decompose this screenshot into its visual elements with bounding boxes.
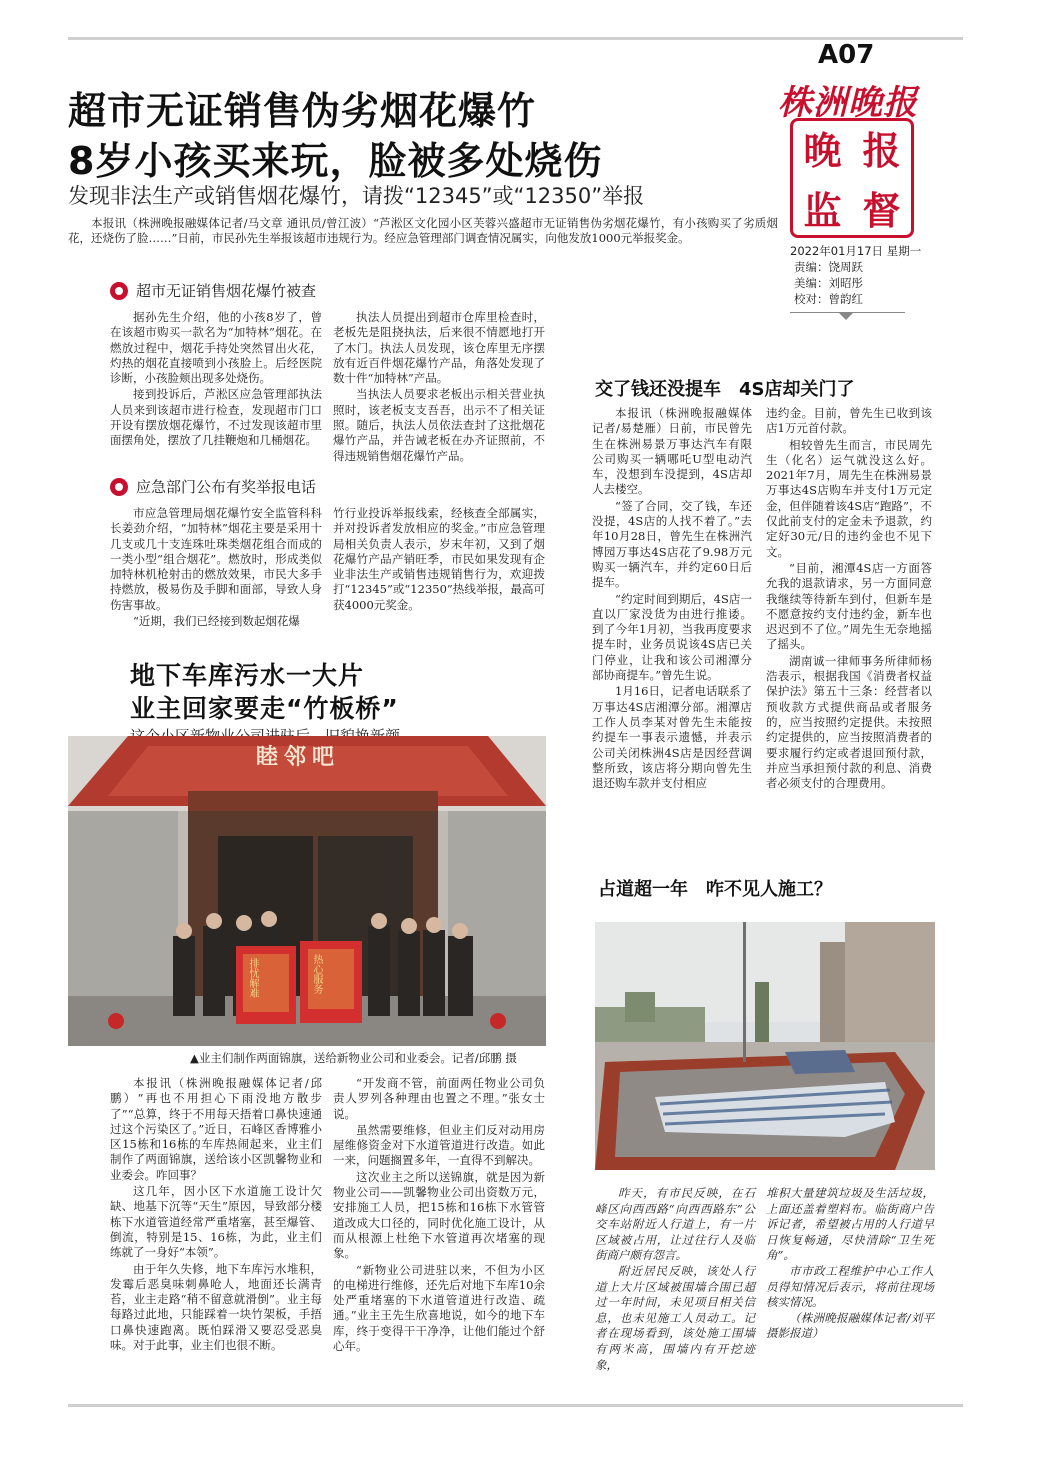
lead-section1-col1 xyxy=(110,310,322,450)
photo-illustration xyxy=(68,736,546,1046)
paragraph: 竹行业投诉举报线索，经核查全部属实，并对投诉者发放相应的奖金。”市应急管理局相关负责人表示，岁末年初，又到了烟花爆竹产品产销旺季，市民如果发现有企业非法生产或销售违规销售行为，欢迎拨打“12345”或“12350”热线举报，最高可获4000元奖金。 xyxy=(333,506,545,612)
lead-subtitle: 发现非法生产或销售烟花爆竹，请拨“12345”或“12350”举报 xyxy=(68,184,645,208)
bottom-rule xyxy=(68,1404,963,1407)
paragraph: “近期，我们已经接到数起烟花爆 xyxy=(133,614,300,629)
paragraph: 相较曾先生而言，市民周先生（化名）运气就没这么好。2021年7月，周先生在株洲易景万事达4S店购车并支付1万元定金，但伴随着该4S店“跑路”，不仅此前支付的定金未予退款，约定好30元/日的违约金也不见下文。 xyxy=(766,437,932,559)
paragraph: “开发商不管，前面两任物业公司负责人罗列各种理由也置之不理。”张女士说。 xyxy=(333,1076,545,1121)
story2-col1 xyxy=(110,1076,322,1354)
paragraph: （株洲晚报融媒体记者/刘平 摄影报道） xyxy=(766,1310,934,1341)
meta-divider-notch xyxy=(838,312,854,320)
paragraph: 本报讯（株洲晚报融媒体记者/易楚雁）日前，市民曾先生在株洲易景万事达汽车有限公司购买一辆哪吒U型电动汽车，没想到车没提到，4S店却人去楼空。 xyxy=(592,406,752,497)
paragraph: 堆积大量建筑垃圾及生活垃圾，上面还盖着塑料布。临街商户告诉记者，希望被占用的人行道早日恢复畅通，尽快清除“卫生死角”。 xyxy=(766,1186,934,1263)
paragraph: 执法人员提出到超市仓库里检查时，老板先是阻挠执法，后来很不情愿地打开了木门。执法人员发现，该仓库里无序摆放有近百件烟花爆竹产品，角落处发现了数十件“加特林”产品。 xyxy=(333,310,545,386)
paragraph: 本报讯（株洲晚报融媒体记者/邱鹏）“再也不用担心下雨没地方散步了”“总算，终于不用每天捂着口鼻快速通过这个污染区了。”近日，石峰区香博雅小区15栋和16栋的车库热闹起来，业主们制作了两面锦旗，送给该小区凯馨物业和业委会。咋回事？ xyxy=(110,1076,322,1182)
paragraph: 附近居民反映，该处人行道上大片区域被围墙合围已超过一年时间，未见项目相关信息，也未见施工人员动工。记者在现场看到，该处施工围墙有两米高，围墙内有开挖迹象， xyxy=(595,1263,755,1372)
story3-headline: 交了钱还没提车 4S店却关门了 xyxy=(595,379,855,400)
lead-section2-heading xyxy=(110,476,316,497)
section-bullet-icon xyxy=(110,282,128,300)
lead-section2-col2 xyxy=(333,506,545,614)
paragraph: 湖南诚一律师事务所律师杨浩表示，根据我国《消费者权益保护法》第五十三条：经营者以预收款方式提供商品或者服务的，应当按照约定提供。未按照约定提供的，应当按照消费者的要求履行约定或者退回预付款，并应当承担预付款的利息、消费者必须支付的合理费用。 xyxy=(766,653,932,791)
lead-section1-heading xyxy=(110,280,316,301)
story4-col2 xyxy=(766,1186,934,1342)
photo-banner-left: 排忧解难 xyxy=(247,958,258,998)
paragraph: 由于年久失修，地下车库污水堆积，发霉后恶臭味刺鼻呛人，地面还长满青苔，业主走路“稍不留意就滑倒”。业主每每路过此地，只能踩着一块竹架板，手捂口鼻快速跑离。既怕踩滑又要忍受恶臭味。对于此事，业主们也很不断。 xyxy=(110,1261,322,1353)
paragraph: “新物业公司进驻以来，不但为小区的电梯进行维修，还先后对地下车库10余处严重堵塞的下水道管道进行改造、疏通。”业主王先生欣喜地说，如今的地下车库，终于变得干干净净，让他们能过个舒心年。 xyxy=(333,1262,545,1354)
paragraph: 违约金。目前，曾先生已收到该店1万元首付款。 xyxy=(766,406,932,436)
lead-headline-line1: 超市无证销售伪劣烟花爆竹 xyxy=(68,89,537,133)
story3-col1 xyxy=(592,406,752,792)
paragraph: 昨天，有市民反映，在石峰区向西西路“向西西路东”公交车站附近人行道上，有一片区域被占用，让过往行人及临街商户颇有怨言。 xyxy=(595,1186,755,1263)
lead-section2-col1 xyxy=(110,506,322,630)
story2-headline-line2: 业主回家要走“竹板桥” xyxy=(130,694,399,723)
paragraph: 1月16日，记者电话联系了万事达4S店湘潭分部。湘潭店工作人员李某对曾先生未能按约提车一事表示遗憾，并表示公司关闭株洲4S店是因经营调整所致，该店将分期向曾先生退还购车款并支付相应 xyxy=(592,684,752,791)
paragraph: 虽然需要维修，但业主们反对动用房屋维修资金对下水道管道进行改造。如此一来，问题搁置多年，一直得不到解决。 xyxy=(333,1122,545,1168)
story2-col2 xyxy=(333,1076,545,1355)
paragraph: 这几年，因小区下水道施工设计欠缺、地基下沉等“天生”原因，导致部分楼栋下水道管道经常严重堵塞，甚至爆管、倒流，特别是15、16栋，为此，业主们练就了一身好“本领”。 xyxy=(110,1184,322,1260)
paragraph: 市市政工程维护中心工作人员得知情况后表示，将前往现场核实情况。 xyxy=(766,1263,934,1310)
credit-designer: 美编：刘昭彤 xyxy=(794,276,863,290)
roadwork-photo-illustration xyxy=(595,922,935,1170)
story2-photo xyxy=(68,736,546,1046)
paragraph: 这次业主之所以送锦旗，就是因为新物业公司——凯馨物业公司出资数万元，安排施工人员，把15栋和16栋下水管管道改成大口径的，同时优化施工设计，从而从根源上杜绝下水管道再次堵塞的现象。 xyxy=(333,1169,545,1261)
paragraph: “签了合同，交了钱，车还没提，4S店的人找不着了。”去年10月28日，曾先生在株洲汽博园万事达4S店花了9.98万元购买一辆汽车，并约定60日后提车。 xyxy=(592,498,752,590)
credit-editor: 责编：饶周跃 xyxy=(794,260,863,274)
lead-headline-line2: 8岁小孩买来玩，脸被多处烧伤 xyxy=(68,139,603,183)
seal-char-2: 报 xyxy=(862,128,901,173)
seal-char-3: 监 xyxy=(803,188,842,233)
story4-headline: 占道超一年 咋不见人施工？ xyxy=(598,879,832,900)
paragraph: 当执法人员要求老板出示相关营业执照时，该老板支支吾吾，出示不了相关证照。随后，执法人员依法查封了这批烟花爆竹产品，并告诫老板在办齐证照前，不得违规销售烟花爆竹产品。 xyxy=(333,387,545,463)
page-number: A07 xyxy=(818,40,875,70)
masthead-logo: 株洲晚报 xyxy=(778,83,918,123)
paragraph: “约定时间到期后，4S店一直以厂家没货为由进行推诿。到了今年1月初，当我再度要求提车时，业务员说该4S店已关门停业，让我和该公司湘潭分部协商提车。”曾先生说。 xyxy=(592,591,752,683)
story2-headline-line1: 地下车库污水一大片 xyxy=(130,661,365,690)
column-seal-stamp xyxy=(790,118,914,238)
story3-col2 xyxy=(766,406,932,792)
photo-banner-right: 热心服务 xyxy=(311,954,322,994)
paragraph: 接到投诉后，芦淞区应急管理部执法人员来到该超市进行检查，发现超市门口开设有摆放烟花爆竹，不过发现该超市里面摆角处，摆放了几挂鞭炮和几桶烟花。 xyxy=(110,387,322,448)
seal-char-1: 晚 xyxy=(803,128,842,173)
lead-section2-heading-text: 应急部门公布有奖举报电话 xyxy=(136,478,317,496)
story4-col1 xyxy=(595,1186,755,1373)
section-bullet-icon xyxy=(110,478,128,496)
paragraph: “目前，湘潭4S店一方面答允我的退款请求，另一方面同意我继续等待新车到付，但新车是不愿意按约支付违约金，新车也迟迟到不了位。”周先生无奈地摇了摇头。 xyxy=(766,560,932,652)
lead-section1-heading-text: 超市无证销售烟花爆竹被查 xyxy=(136,282,317,300)
issue-meta xyxy=(790,243,950,307)
paragraph: 据孙先生介绍，他的小孩8岁了，曾在该超市购买一款名为“加特林”烟花。在燃放过程中，烟花手持处突然冒出火花，灼热的烟花直接喷到小孩脸上。后经医院诊断，小孩脸颊出现多处烧伤。 xyxy=(110,310,322,386)
story4-photo xyxy=(595,922,935,1170)
photo-sign-text: 睦邻吧 xyxy=(256,744,341,770)
credit-proofreader: 校对：曾韵红 xyxy=(794,292,863,306)
story2-photo-caption: ▲业主们制作两面锦旗，送给新物业公司和业委会。记者/邱鹏 摄 xyxy=(190,1051,517,1065)
paragraph: 市应急管理局烟花爆竹安全监管科科长姜劲介绍，“加特林”烟花主要是采用十几支或几十支连珠吐珠类烟花组合而成的一类小型“组合烟花”。燃放时，形成类似加特林机枪射击的燃放效果，市民大多手持燃放，极易伤及手脚和面部，导致人身伤害事故。 xyxy=(110,506,322,612)
seal-char-4: 督 xyxy=(862,188,901,233)
lead-intro xyxy=(68,216,778,248)
lead-intro-text: 本报讯（株洲晚报融媒体记者/马文章 通讯员/曾江波）“芦淞区文化园小区芙蓉兴盛超市无证销售伪劣烟花爆竹，有小孩购买了劣质烟花，还烧伤了脸……”日前，市民孙先生举报该超市违规行为。经应急管理部门调查情况属实，向他发放1000元举报奖金。 xyxy=(68,216,778,246)
lead-section1-col2 xyxy=(333,310,545,465)
issue-date: 2022年01月17日 星期一 xyxy=(790,244,922,258)
